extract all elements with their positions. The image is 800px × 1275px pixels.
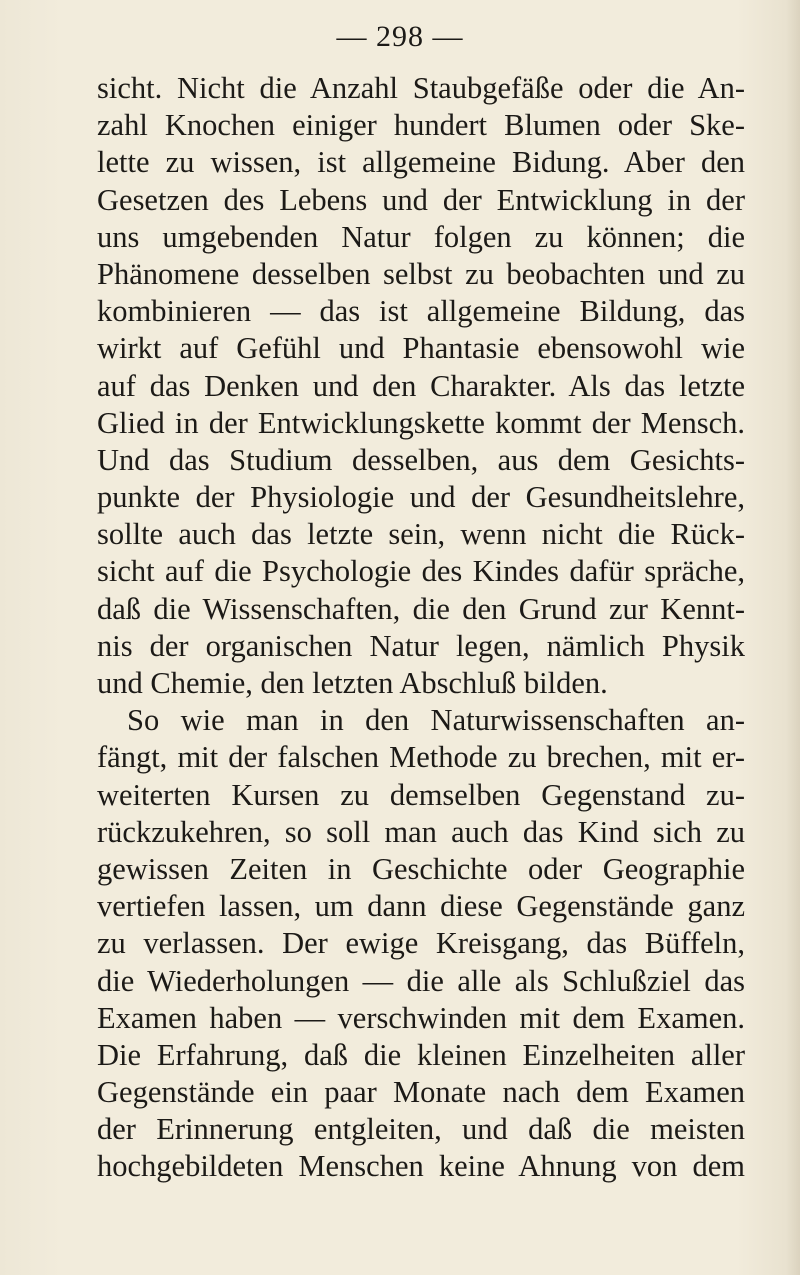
text-line: auf das Denken und den Charakter. Als das letzte	[97, 368, 745, 403]
text-line: sicht. Nicht die Anzahl Staubgefäße oder die An-	[97, 71, 745, 105]
page-edge-shadow	[786, 0, 800, 1275]
text-line: sicht auf die Psychologie des Kindes dafür spräche,	[97, 554, 745, 589]
text-line: kombinieren — das ist allgemeine Bildung, das	[97, 294, 745, 329]
body-text	[97, 70, 745, 1186]
text-line: Gesetzen des Lebens und der Entwicklung in der	[97, 182, 745, 217]
text-line: sollte auch das letzte sein, wenn nicht die Rück-	[97, 517, 745, 552]
text-line: nis der organischen Natur legen, nämlich Physik	[97, 628, 745, 663]
text-line: zu verlassen. Der ewige Kreisgang, das Büffeln,	[97, 926, 745, 961]
paragraph-start-line: So wie man in den Naturwissenschaften an-	[127, 703, 745, 738]
text-line: punkte der Physiologie und der Gesundheitslehre,	[97, 480, 745, 515]
text-line: vertiefen lassen, um dann diese Gegenstände ganz	[97, 889, 745, 924]
text-line: Glied in der Entwicklungskette kommt der Mensch.	[97, 405, 745, 440]
text-line: gewissen Zeiten in Geschichte oder Geographie	[97, 851, 745, 886]
text-line: wirkt auf Gefühl und Phantasie ebensowohl wie	[97, 331, 745, 366]
text-line: Die Erfahrung, daß die kleinen Einzelheiten aller	[97, 1037, 745, 1072]
text-line: der Erinnerung entgleiten, und daß die meisten	[97, 1112, 745, 1147]
text-line: Phänomene desselben selbst zu beobachten und zu	[97, 256, 745, 291]
text-line: zahl Knochen einiger hundert Blumen oder Ske-	[97, 108, 745, 143]
paragraph-end-line: und Chemie, den letzten Abschluß bilden.	[97, 666, 608, 700]
page-number: — 298 —	[336, 20, 464, 53]
text-line: rückzukehren, so soll man auch das Kind sich zu	[97, 814, 745, 849]
text-line: Gegenstände ein paar Monate nach dem Examen	[97, 1075, 745, 1110]
text-line: hochgebildeten Menschen keine Ahnung von dem	[97, 1149, 745, 1184]
text-line: weiterten Kursen zu demselben Gegenstand zu-	[97, 777, 745, 812]
text-line: die Wiederholungen — die alle als Schlußziel das	[97, 963, 745, 998]
text-line: lette zu wissen, ist allgemeine Bidung. Aber den	[97, 145, 745, 180]
text-line: Und das Studium desselben, aus dem Gesichts-	[97, 442, 745, 477]
text-line: fängt, mit der falschen Methode zu brechen, mit er-	[97, 740, 745, 775]
text-line: Examen haben — verschwinden mit dem Examen.	[97, 1000, 745, 1035]
text-line: daß die Wissenschaften, die den Grund zur Kennt-	[97, 591, 745, 626]
text-line: uns umgebenden Natur folgen zu können; die	[97, 219, 745, 254]
